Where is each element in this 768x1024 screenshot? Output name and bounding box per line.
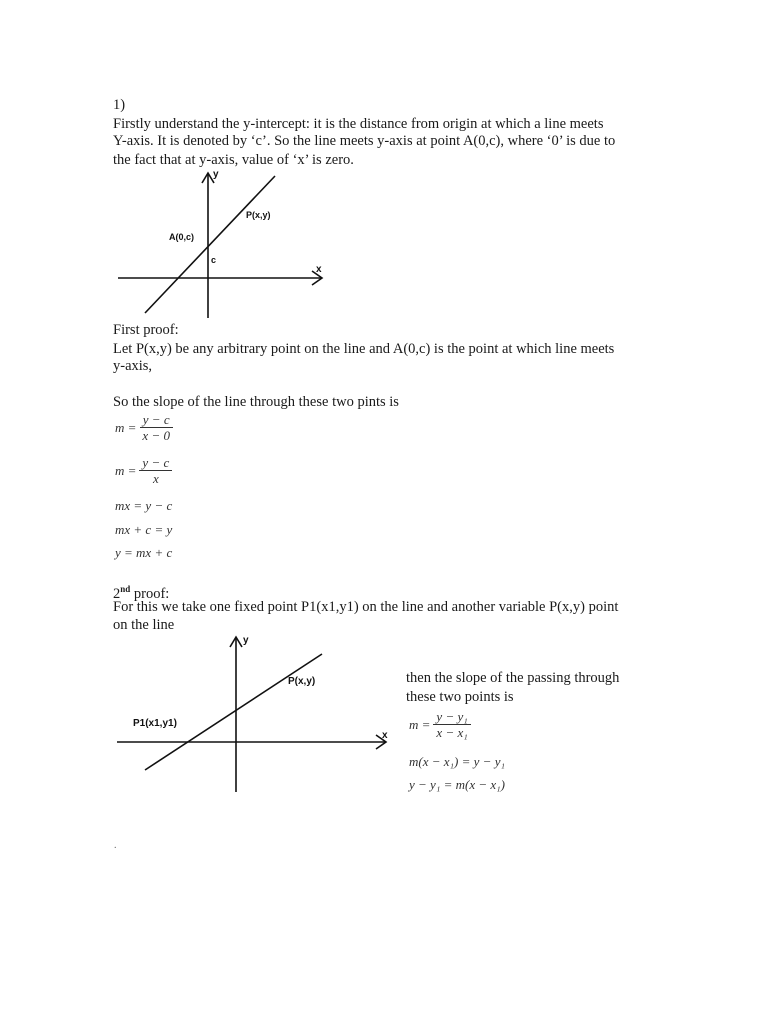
proof2-line-1: For this we take one fixed point P1(x1,y1) on the line and another variable P(x,y) point: [113, 599, 619, 615]
figure-1-graph: [110, 168, 340, 323]
proof1-heading: First proof:: [113, 322, 179, 338]
proof2-eq-3: y − y₁ = m(x − x₁): [409, 777, 505, 792]
proof2-side-2: these two points is: [406, 689, 514, 705]
fig2-line: [145, 654, 322, 770]
proof1-eq-2: m = $\frac{y - c}{x}$: [115, 455, 172, 486]
fig1-intercept-c: c: [211, 255, 217, 265]
intro-line-2: Y-axis. It is denoted by ‘c’. So the line meets y-axis at point A(0,c), where ‘0’ is due to: [113, 133, 616, 149]
proof1-line-3: So the slope of the line through these two pints is: [113, 394, 399, 410]
fig1-y-label: y: [213, 169, 219, 180]
proof1-eq-4: mx + c = y: [115, 522, 173, 537]
fig2-point-p: P(x,y): [288, 676, 316, 687]
intro-line-3: the fact that at y-axis, value of ‘x’ is zero.: [113, 152, 354, 168]
figure-2-graph: [112, 632, 397, 797]
proof2-eq-1: m = $\frac{\text{y − y₁}}{\text{x − x₁}}$: [409, 709, 471, 740]
proof2-eq-2: m(x − x₁) = y − y₁: [409, 754, 505, 769]
proof1-eq-5: y = mx + c: [115, 545, 173, 560]
fig1-line: [145, 176, 275, 313]
proof1-eq-3: mx = y − c: [115, 498, 173, 513]
fig2-point-p1: P1(x1,y1): [133, 718, 177, 729]
fig2-y-label: y: [243, 635, 249, 646]
proof1-eq-1: m = $\frac{y - c}{x - 0}$: [115, 412, 173, 443]
proof2-heading: 2nd proof:: [113, 584, 170, 602]
section-number: 1): [113, 97, 126, 113]
fig1-x-label: x: [316, 264, 322, 275]
fig1-point-p: P(x,y): [246, 210, 271, 220]
intro-line-1: Firstly understand the y-intercept: it is the distance from origin at which a line meets: [113, 116, 604, 132]
fig2-x-label: x: [382, 730, 388, 741]
footer-mark: .: [114, 840, 117, 851]
fig1-point-a: A(0,c): [169, 232, 195, 242]
proof2-line-2: on the line: [113, 617, 175, 633]
proof2-side-1: then the slope of the passing through: [406, 670, 620, 686]
proof1-line-2: y-axis,: [113, 358, 153, 374]
proof1-line-1: Let P(x,y) be any arbitrary point on the line and A(0,c) is the point at which line meets: [113, 341, 615, 357]
